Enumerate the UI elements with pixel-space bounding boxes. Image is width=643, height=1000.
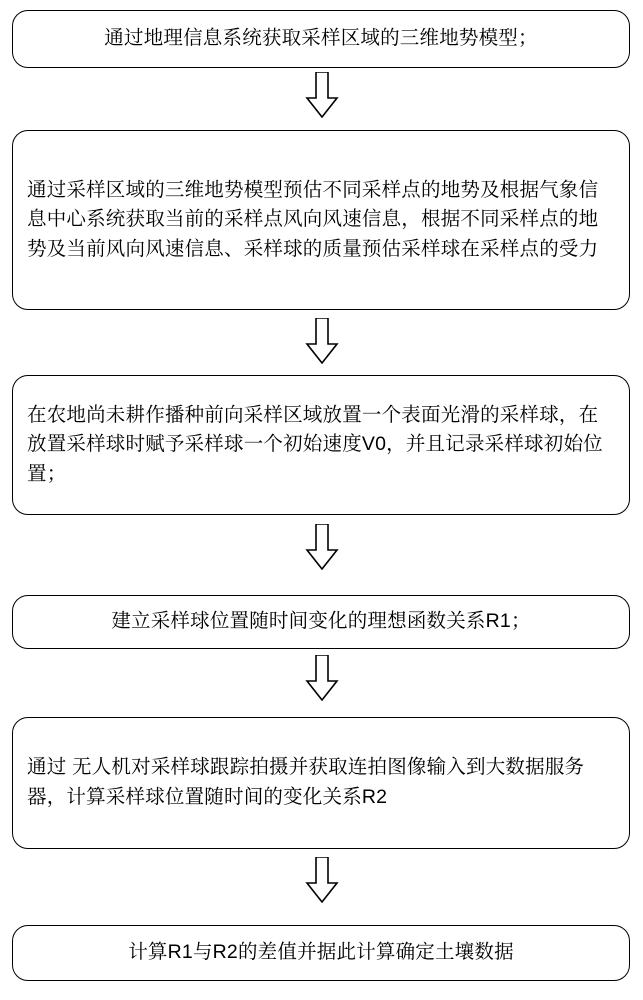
arrow-step3-step4	[305, 524, 339, 570]
arrow-step4-step5	[305, 655, 339, 701]
flow-node-step1-label: 通过地理信息系统获取采样区域的三维地势模型；	[104, 27, 538, 50]
flow-node-step2	[12, 130, 630, 310]
flow-node-step3	[12, 375, 630, 515]
flow-node-step5-label: 通过 无人机对采样球跟踪拍摄并获取连拍图像输入到大数据服务器，计算采样球位置随时间的变化关系R2	[27, 756, 585, 808]
arrow-step5-step6	[305, 857, 339, 903]
flow-node-step6	[12, 925, 630, 981]
flow-node-step1	[12, 10, 630, 68]
flow-node-step5	[12, 717, 630, 849]
flow-node-step2-label: 通过采样区域的三维地势模型预估不同采样点的地势及根据气象信息中心系统获取当前的采样点风向风速信息，根据不同采样点的地势及当前风向风速信息、采样球的质量预估采样球在采样点的受力	[27, 178, 599, 260]
arrow-step2-step3	[305, 318, 339, 364]
flow-node-step6-label: 计算R1与R2的差值并据此计算确定土壤数据	[128, 941, 514, 964]
flow-node-step4	[12, 595, 630, 649]
flow-node-step4-label: 建立采样球位置随时间变化的理想函数关系R1；	[111, 610, 531, 633]
flow-node-step3-label: 在农地尚未耕作播种前向采样区域放置一个表面光滑的采样球，在放置采样球时赋予采样球一个初始速度V0，并且记录采样球初始位置；	[27, 403, 603, 485]
arrow-step1-step2	[305, 72, 339, 118]
